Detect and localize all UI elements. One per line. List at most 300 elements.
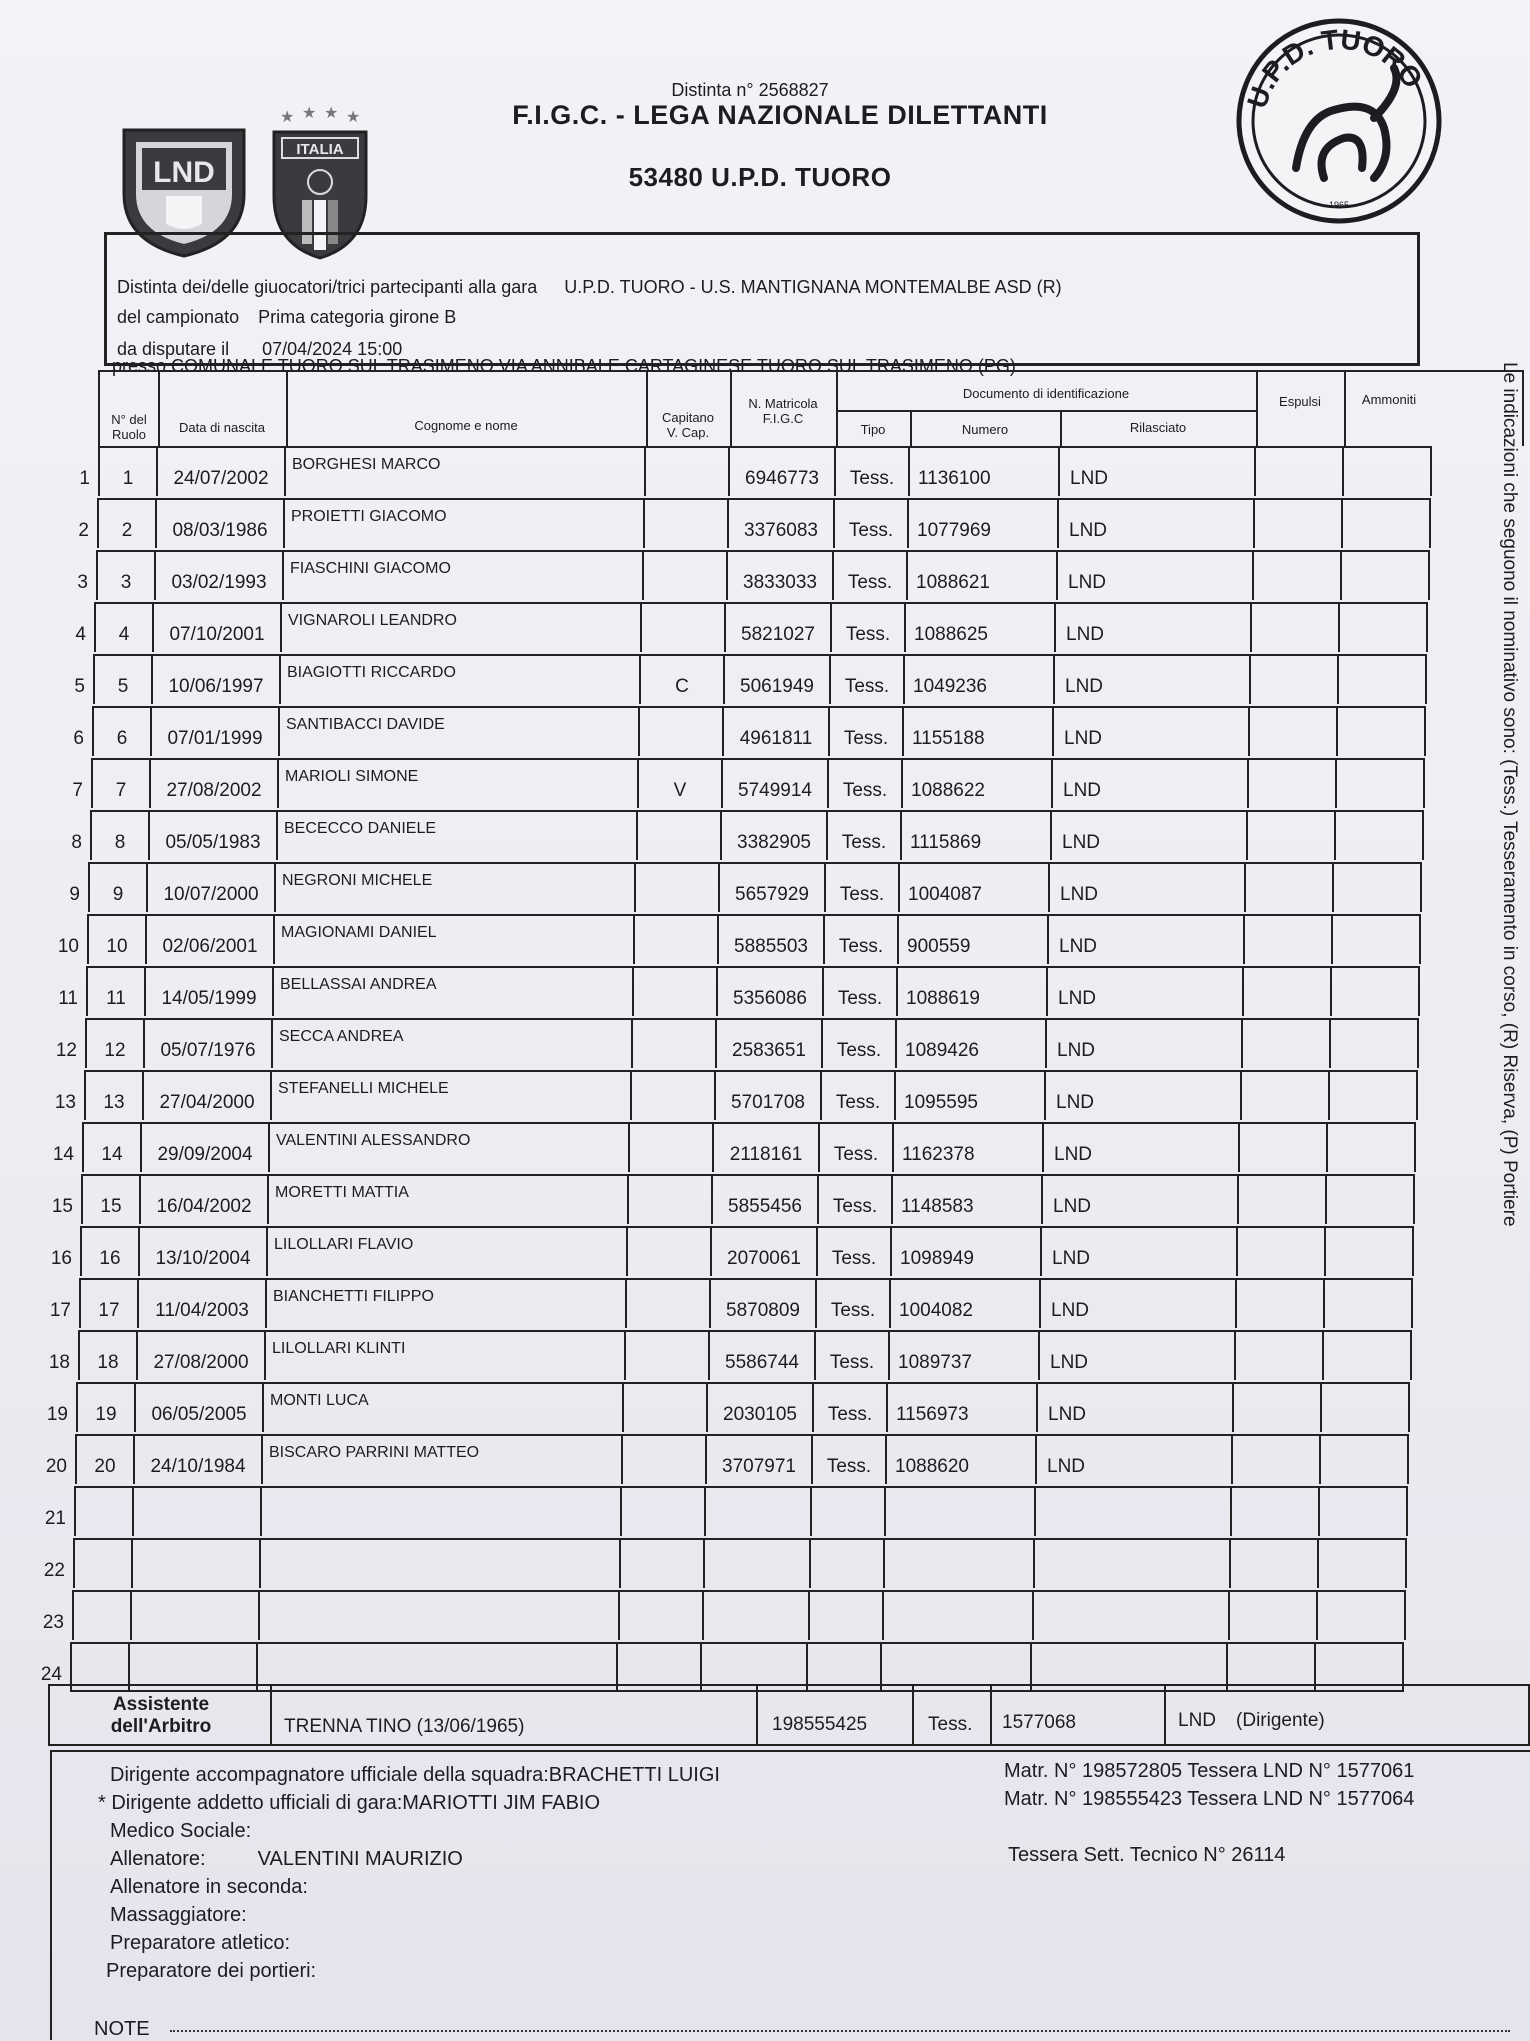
table-row <box>44 1486 1524 1536</box>
cell-ruolo: 10 <box>87 914 145 964</box>
row-number: 6 <box>73 728 84 749</box>
tuoro-logo-year: 1965 <box>1328 200 1350 210</box>
cell-nascita: 11/04/2003 <box>137 1278 265 1328</box>
cell-espulsi <box>1252 550 1340 600</box>
championship-line <box>117 307 456 328</box>
cell-cap <box>632 966 716 1016</box>
cell-ril: LND <box>1052 706 1248 756</box>
col-ruolo: N° del Ruolo <box>111 412 147 442</box>
cell-espulsi <box>1253 498 1341 548</box>
assistant-name: TRENNA TINO (13/06/1965) <box>284 1716 525 1737</box>
cell-tipo: Tess. <box>817 1174 891 1224</box>
cell-espulsi <box>1248 706 1336 756</box>
cell-nome: BORGHESI MARCO <box>284 446 644 496</box>
cell-matricola: 5870809 <box>709 1278 815 1328</box>
table-row <box>51 1174 1524 1224</box>
cell-matricola: 3376083 <box>727 498 833 548</box>
championship-value: Prima categoria girone B <box>258 307 457 327</box>
team-manager-matricola: Matr. N° 198572805 Tessera LND N° 1577061 <box>1004 1760 1415 1782</box>
row-number: 17 <box>49 1300 71 1321</box>
table-row <box>54 1070 1524 1120</box>
notes-label: NOTE <box>94 2018 150 2040</box>
cell-ammoniti <box>1317 1538 1407 1588</box>
cell-ammoniti <box>1329 1018 1419 1068</box>
table-row <box>54 706 1524 756</box>
cell-matricola: 5586744 <box>708 1330 814 1380</box>
cell-ammoniti <box>1337 654 1427 704</box>
cell-ammoniti <box>1323 1278 1413 1328</box>
table-row <box>43 1538 1524 1588</box>
cell-ammoniti <box>1324 1226 1414 1276</box>
cell-tipo: Tess. <box>824 862 898 912</box>
cell-ammoniti <box>1341 498 1431 548</box>
cell-tipo: Tess. <box>812 1382 886 1432</box>
table-row <box>54 654 1524 704</box>
cell-nascita: 27/08/2002 <box>149 758 277 808</box>
cell-ruolo: 11 <box>86 966 144 1016</box>
cell-matricola: 5821027 <box>724 602 830 652</box>
cell-ruolo: 2 <box>97 498 155 548</box>
cell-ammoniti <box>1332 862 1422 912</box>
row-number: 21 <box>44 1508 66 1529</box>
upd-tuoro-logo-icon <box>1234 18 1444 224</box>
cell-nascita: 24/10/1984 <box>133 1434 261 1484</box>
cell-tipo: Tess. <box>828 706 902 756</box>
cell-espulsi <box>1247 758 1335 808</box>
cell-espulsi <box>1249 654 1337 704</box>
cell-tipo <box>809 1538 883 1588</box>
cell-numero: 1088619 <box>896 966 1046 1016</box>
cell-matricola <box>704 1486 810 1536</box>
cell-tipo: Tess. <box>814 1330 888 1380</box>
cell-numero: 1148583 <box>891 1174 1041 1224</box>
cell-nome: LILOLLARI FLAVIO <box>266 1226 626 1276</box>
cell-numero: 1088625 <box>904 602 1054 652</box>
cell-ril: LND <box>1035 1434 1231 1484</box>
participants-label: Distinta dei/delle giuocatori/trici partecipanti alla gara <box>117 277 538 297</box>
cell-matricola: 5885503 <box>717 914 823 964</box>
referee-liaison-line: * Dirigente addetto ufficiali di gara:MARIOTTI JIM FABIO <box>98 1792 601 1814</box>
cell-nascita: 05/07/1976 <box>143 1018 271 1068</box>
cell-numero: 1004082 <box>889 1278 1039 1328</box>
cell-cap <box>618 1590 702 1640</box>
cell-ruolo: 6 <box>92 706 150 756</box>
cell-cap: C <box>639 654 723 704</box>
cell-matricola: 5701708 <box>714 1070 820 1120</box>
cell-nome: SANTIBACCI DAVIDE <box>278 706 638 756</box>
cell-ammoniti <box>1319 1434 1409 1484</box>
cell-nascita <box>131 1538 259 1588</box>
cell-nascita: 08/03/1986 <box>155 498 283 548</box>
cell-matricola: 5855456 <box>711 1174 817 1224</box>
cell-matricola: 3382905 <box>720 810 826 860</box>
row-number: 11 <box>58 988 78 1009</box>
cell-nascita: 10/06/1997 <box>151 654 279 704</box>
cell-ammoniti <box>1322 1330 1412 1380</box>
cell-ril: LND <box>1039 1278 1235 1328</box>
cell-nome: BIAGIOTTI RICCARDO <box>279 654 639 704</box>
cell-ruolo: 5 <box>93 654 151 704</box>
row-number: 4 <box>75 624 86 645</box>
col-rilasciato: Rilasciato <box>1129 420 1187 435</box>
cell-ammoniti <box>1331 914 1421 964</box>
match-info-box <box>104 232 1420 366</box>
cell-tipo: Tess. <box>832 550 906 600</box>
team-manager-line: Dirigente accompagnatore ufficiale della squadra:BRACHETTI LUIGI <box>110 1764 720 1786</box>
cell-ammoniti <box>1328 1070 1418 1120</box>
cell-ruolo: 16 <box>80 1226 138 1276</box>
cell-ruolo: 15 <box>81 1174 139 1224</box>
cell-matricola: 4961811 <box>722 706 828 756</box>
row-number: 20 <box>45 1456 67 1477</box>
table-row <box>46 1382 1524 1432</box>
cell-nome: FIASCHINI GIACOMO <box>282 550 642 600</box>
cell-matricola: 3833033 <box>726 550 832 600</box>
cell-espulsi <box>1234 1330 1322 1380</box>
cell-nome: VIGNAROLI LEANDRO <box>280 602 640 652</box>
cell-ril: LND <box>1050 810 1246 860</box>
cell-numero <box>884 1486 1034 1536</box>
cell-ril: LND <box>1047 914 1243 964</box>
cell-matricola: 2070061 <box>710 1226 816 1276</box>
row-number: 10 <box>57 936 79 957</box>
cell-ammoniti <box>1342 446 1432 496</box>
cell-cap <box>626 1226 710 1276</box>
row-number: 9 <box>69 884 80 905</box>
cell-tipo <box>810 1486 884 1536</box>
cell-espulsi <box>1232 1382 1320 1432</box>
cell-tipo: Tess. <box>829 654 903 704</box>
cell-nome: BIANCHETTI FILIPPO <box>265 1278 625 1328</box>
coach-line: Allenatore: VALENTINI MAURIZIO <box>110 1848 463 1870</box>
league-title: F.I.G.C. - LEGA NAZIONALE DILETTANTI <box>512 100 1048 130</box>
col-documento: Documento di identificazione <box>962 386 1130 401</box>
table-row <box>54 446 1524 496</box>
cell-cap <box>624 1330 708 1380</box>
cell-nascita: 10/07/2000 <box>146 862 274 912</box>
fitness-coach-label: Preparatore atletico: <box>110 1932 291 1954</box>
cell-ril <box>1033 1538 1229 1588</box>
assistant-coach-label: Allenatore in seconda: <box>110 1876 308 1898</box>
cell-matricola: 2583651 <box>715 1018 821 1068</box>
cell-ril <box>1034 1486 1230 1536</box>
cell-numero: 900559 <box>897 914 1047 964</box>
cell-ruolo <box>72 1590 130 1640</box>
row-number: 18 <box>48 1352 70 1373</box>
cell-espulsi <box>1250 602 1338 652</box>
cell-ruolo: 19 <box>76 1382 134 1432</box>
cell-nome: MARIOLI SIMONE <box>277 758 637 808</box>
goalkeeper-coach-label: Preparatore dei portieri: <box>106 1960 317 1982</box>
cell-ril: LND <box>1053 654 1249 704</box>
row-number: 19 <box>46 1404 68 1425</box>
coach-name: VALENTINI MAURIZIO <box>257 1848 463 1870</box>
cell-numero: 1136100 <box>908 446 1058 496</box>
cell-nome: LILOLLARI KLINTI <box>264 1330 624 1380</box>
cell-nascita: 24/07/2002 <box>156 446 284 496</box>
italia-logo-text: ITALIA <box>296 141 344 158</box>
col-matricola: N. Matricola F.I.G.C <box>748 396 818 426</box>
masseur-label: Massaggiatore: <box>110 1904 247 1926</box>
row-number: 1 <box>79 468 90 489</box>
cell-tipo: Tess. <box>816 1226 890 1276</box>
cell-ruolo: 18 <box>78 1330 136 1380</box>
svg-text:★: ★ <box>280 109 295 126</box>
table-row <box>54 602 1524 652</box>
cell-nascita: 06/05/2005 <box>134 1382 262 1432</box>
cell-numero: 1089426 <box>895 1018 1045 1068</box>
cell-cap <box>630 1070 714 1120</box>
row-number: 16 <box>50 1248 72 1269</box>
cell-matricola: 2030105 <box>706 1382 812 1432</box>
row-number: 3 <box>77 572 88 593</box>
cell-ruolo: 7 <box>91 758 149 808</box>
cell-cap <box>627 1174 711 1224</box>
table-row <box>54 810 1524 860</box>
row-number: 22 <box>43 1560 65 1581</box>
cell-ammoniti <box>1335 758 1425 808</box>
row-number: 2 <box>78 520 89 541</box>
cell-numero: 1155188 <box>902 706 1052 756</box>
table-header <box>98 370 1524 446</box>
table-row <box>54 550 1524 600</box>
cell-ril: LND <box>1042 1122 1238 1172</box>
table-row <box>54 966 1524 1016</box>
cell-cap <box>643 498 727 548</box>
cell-nascita: 07/10/2001 <box>152 602 280 652</box>
cell-nome: MAGIONAMI DANIEL <box>273 914 633 964</box>
cell-nascita: 29/09/2004 <box>140 1122 268 1172</box>
cell-espulsi <box>1244 862 1332 912</box>
cell-tipo: Tess. <box>811 1434 885 1484</box>
cell-espulsi <box>1246 810 1334 860</box>
cell-espulsi <box>1228 1590 1316 1640</box>
cell-numero: 1089737 <box>888 1330 1038 1380</box>
table-row <box>49 1278 1524 1328</box>
row-number: 5 <box>74 676 85 697</box>
col-nascita: Data di nascita <box>179 420 265 435</box>
cell-cap <box>620 1486 704 1536</box>
cell-nome: MONTI LUCA <box>262 1382 622 1432</box>
col-nome: Cognome e nome <box>414 418 518 433</box>
svg-text:★: ★ <box>302 105 317 122</box>
cell-cap: V <box>637 758 721 808</box>
cell-ruolo: 14 <box>82 1122 140 1172</box>
table-row <box>45 1434 1524 1484</box>
cell-cap <box>638 706 722 756</box>
cell-matricola <box>703 1538 809 1588</box>
cell-espulsi <box>1254 446 1342 496</box>
match-date-value: 07/04/2024 15:00 <box>262 339 403 359</box>
cell-cap <box>642 550 726 600</box>
tuoro-logo-text: U.P.D. TUORO <box>1241 23 1429 112</box>
cell-ammoniti <box>1318 1486 1408 1536</box>
cell-cap <box>628 1122 712 1172</box>
cell-nome: STEFANELLI MICHELE <box>270 1070 630 1120</box>
cell-nascita: 07/01/1999 <box>150 706 278 756</box>
cell-nome: VALENTINI ALESSANDRO <box>268 1122 628 1172</box>
cell-espulsi <box>1237 1174 1325 1224</box>
cell-ruolo: 8 <box>90 810 148 860</box>
svg-text:★: ★ <box>324 105 339 122</box>
cell-tipo: Tess. <box>822 966 896 1016</box>
cell-ammoniti <box>1316 1590 1406 1640</box>
championship-label: del campionato <box>117 307 240 327</box>
table-row <box>54 1018 1524 1068</box>
cell-ril: LND <box>1044 1070 1240 1120</box>
row-number: 8 <box>71 832 82 853</box>
cell-nome: SECCA ANDREA <box>271 1018 631 1068</box>
col-espulsi: Espulsi <box>1279 394 1321 409</box>
cell-espulsi <box>1240 1070 1328 1120</box>
table-row <box>48 1330 1524 1380</box>
cell-tipo: Tess. <box>815 1278 889 1328</box>
cell-cap <box>619 1538 703 1588</box>
cell-numero: 1088621 <box>906 550 1056 600</box>
cell-ammoniti <box>1326 1122 1416 1172</box>
cell-tipo: Tess. <box>818 1122 892 1172</box>
cell-ammoniti <box>1340 550 1430 600</box>
cell-matricola: 5749914 <box>721 758 827 808</box>
cell-cap <box>634 862 718 912</box>
cell-nome: BELLASSAI ANDREA <box>272 966 632 1016</box>
venue-label: presso <box>112 356 167 376</box>
cell-nascita: 27/08/2000 <box>136 1330 264 1380</box>
table-row <box>54 914 1524 964</box>
cell-numero: 1162378 <box>892 1122 1042 1172</box>
cell-matricola: 5657929 <box>718 862 824 912</box>
cell-matricola: 3707971 <box>705 1434 811 1484</box>
cell-ruolo: 13 <box>84 1070 142 1120</box>
referee-liaison-name: MARIOTTI JIM FABIO <box>402 1792 601 1814</box>
cell-tipo: Tess. <box>834 446 908 496</box>
cell-nome: BECECCO DANIELE <box>276 810 636 860</box>
cell-espulsi <box>1230 1486 1318 1536</box>
col-numero: Numero <box>961 422 1009 437</box>
cell-nascita: 05/05/1983 <box>148 810 276 860</box>
cell-ril: LND <box>1048 862 1244 912</box>
cell-matricola: 5061949 <box>723 654 829 704</box>
assistant-doc-type: Tess. <box>928 1714 973 1735</box>
cell-ril: LND <box>1057 498 1253 548</box>
team-manager-name: BRACHETTI LUIGI <box>548 1764 720 1786</box>
cell-numero: 1088622 <box>901 758 1051 808</box>
assistant-referee-row <box>48 1684 1530 1746</box>
cell-cap <box>633 914 717 964</box>
cell-ruolo <box>74 1486 132 1536</box>
cell-ruolo: 20 <box>75 1434 133 1484</box>
cell-numero: 1098949 <box>890 1226 1040 1276</box>
coach-tessera: Tessera Sett. Tecnico N° 26114 <box>1008 1844 1286 1866</box>
cell-ril: LND <box>1058 446 1254 496</box>
cell-matricola <box>702 1590 808 1640</box>
cell-ril: LND <box>1054 602 1250 652</box>
cell-espulsi <box>1236 1226 1324 1276</box>
cell-tipo: Tess. <box>821 1018 895 1068</box>
assistant-label: Assistente dell'Arbitro <box>110 1694 212 1737</box>
cell-nome <box>260 1486 620 1536</box>
notes-line <box>170 2030 1510 2032</box>
table-row <box>42 1590 1524 1640</box>
col-tipo: Tipo <box>860 422 886 437</box>
cell-matricola: 2118161 <box>712 1122 818 1172</box>
cell-nascita: 16/04/2002 <box>139 1174 267 1224</box>
cell-numero: 1088620 <box>885 1434 1035 1484</box>
cell-nome: NEGRONI MICHELE <box>274 862 634 912</box>
cell-ruolo <box>73 1538 131 1588</box>
cell-cap <box>640 602 724 652</box>
lnd-logo-text: LND <box>153 156 215 189</box>
match-date-label: da disputare il <box>117 339 230 359</box>
cell-ril <box>1032 1590 1228 1640</box>
cell-ruolo: 4 <box>94 602 152 652</box>
cell-cap <box>622 1382 706 1432</box>
cell-ammoniti <box>1338 602 1428 652</box>
col-capitano: Capitano V. Cap. <box>661 410 715 440</box>
cell-ril: LND <box>1051 758 1247 808</box>
cell-ril: LND <box>1036 1382 1232 1432</box>
cell-nome <box>259 1538 619 1588</box>
cell-ril: LND <box>1040 1226 1236 1276</box>
staff-section <box>50 1750 1530 2040</box>
cell-matricola: 6946773 <box>728 446 834 496</box>
cell-ril: LND <box>1045 1018 1241 1068</box>
cell-tipo <box>808 1590 882 1640</box>
cell-nascita: 13/10/2004 <box>138 1226 266 1276</box>
referee-liaison-matricola: Matr. N° 198555423 Tessera LND N° 1577064 <box>1004 1788 1415 1810</box>
cell-ril: LND <box>1038 1330 1234 1380</box>
cell-tipo: Tess. <box>827 758 901 808</box>
cell-espulsi <box>1231 1434 1319 1484</box>
cell-numero <box>883 1538 1033 1588</box>
cell-nome: PROIETTI GIACOMO <box>283 498 643 548</box>
cell-espulsi <box>1229 1538 1317 1588</box>
cell-ruolo: 17 <box>79 1278 137 1328</box>
cell-nascita <box>132 1486 260 1536</box>
assistant-matricola: 198555425 <box>772 1714 868 1735</box>
cell-ammoniti <box>1336 706 1426 756</box>
cell-numero: 1077969 <box>907 498 1057 548</box>
table-row <box>50 1226 1524 1276</box>
cell-tipo: Tess. <box>823 914 897 964</box>
cell-ril: LND <box>1046 966 1242 1016</box>
cell-cap <box>644 446 728 496</box>
svg-text:★: ★ <box>346 109 361 126</box>
cell-ruolo: 12 <box>85 1018 143 1068</box>
cell-numero: 1049236 <box>903 654 1053 704</box>
cell-nascita: 03/02/1993 <box>154 550 282 600</box>
cell-ammoniti <box>1334 810 1424 860</box>
cell-numero: 1004087 <box>898 862 1048 912</box>
row-number: 7 <box>72 780 83 801</box>
cell-nascita: 27/04/2000 <box>142 1070 270 1120</box>
cell-matricola: 5356086 <box>716 966 822 1016</box>
cell-cap <box>625 1278 709 1328</box>
table-row <box>54 758 1524 808</box>
cell-espulsi <box>1238 1122 1326 1172</box>
medical-officer-label: Medico Sociale: <box>110 1820 252 1842</box>
cell-tipo: Tess. <box>830 602 904 652</box>
participants-value: U.P.D. TUORO - U.S. MANTIGNANA MONTEMALBE ASD (R) <box>564 277 1062 297</box>
table-row <box>54 498 1524 548</box>
cell-cap <box>621 1434 705 1484</box>
cell-tipo: Tess. <box>820 1070 894 1120</box>
cell-nome <box>258 1590 618 1640</box>
cell-ruolo: 3 <box>96 550 154 600</box>
cell-tipo: Tess. <box>826 810 900 860</box>
cell-cap <box>631 1018 715 1068</box>
assistant-issuer: LND (Dirigente) <box>1178 1710 1325 1731</box>
